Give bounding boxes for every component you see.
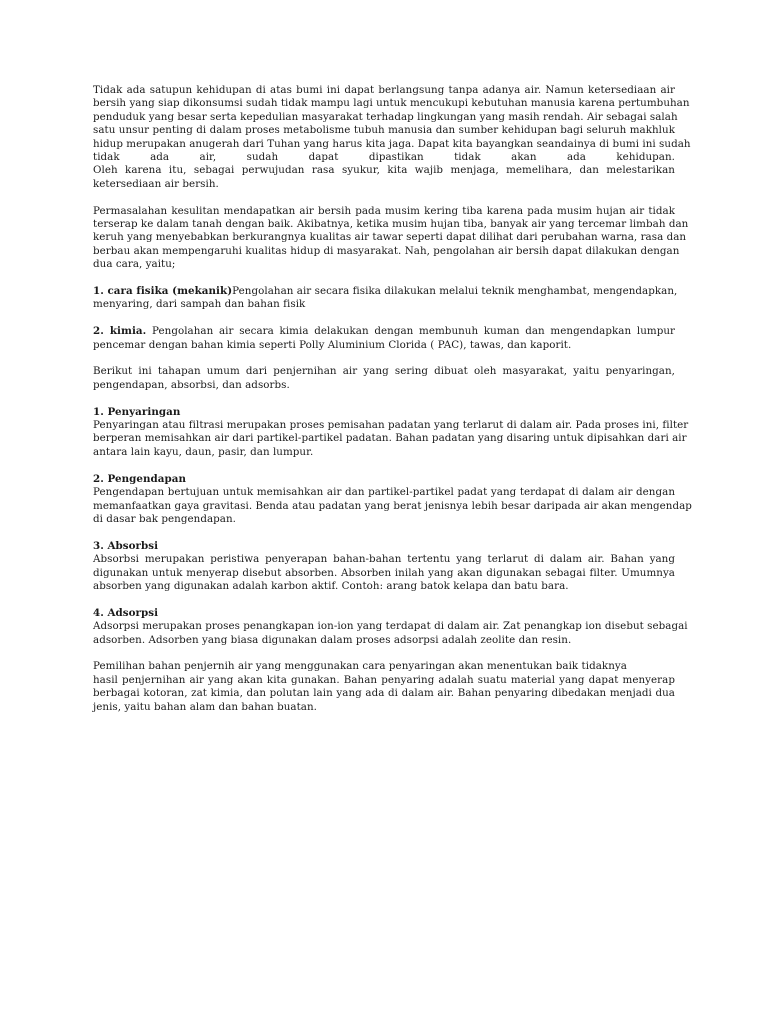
- section-title: 1. Penyaringan: [93, 405, 181, 418]
- section-title: 3. Absorbsi: [93, 539, 159, 552]
- text-line: [93, 325, 675, 338]
- text-line: Pemilihan bahan penjernih air yang menggunakan cara penyaringan akan menentukan baik tidaknya: [93, 660, 627, 673]
- text-line: hidup merupakan anugerah dari Tuhan yang harus kita jaga. Dapat kita bayangkan seandainya di bumi ini sudah: [93, 137, 691, 150]
- text-line: penduduk yang besar serta kepedulian masyarakat terhadap lingkungan yang masih rendah. Air sebagai salah: [93, 110, 678, 123]
- text-line: keruh yang menyebabkan berkurangnya kualitas air tawar seperti dapat dilihat dari perubahan warna, rasa dan: [93, 231, 687, 244]
- text-line: berbau akan mempengaruhi kualitas hidup di masyarakat. Nah, pengolahan air bersih dapat dilakukan dengan: [93, 244, 680, 257]
- text-line: Absorbsi merupakan peristiwa penyerapan bahan-bahan tertentu yang terlarut di dalam air. Bahan yang: [93, 553, 675, 566]
- section-absorbsi: [93, 540, 675, 594]
- method-chemical-label: 2. kimia.: [93, 325, 147, 338]
- paragraph-filter-material: [93, 660, 675, 714]
- method-chemical-text: Pengolahan air secara kimia delakukan dengan membunuh kuman dan mengendapkan lumpur: [146, 325, 675, 338]
- text-line: ketersediaan air bersih.: [93, 177, 219, 190]
- section-title: 4. Adsorpsi: [93, 606, 159, 619]
- section-adsorpsi: [93, 606, 688, 647]
- text-line: Pengendapan bertujuan untuk memisahkan air dan partikel-partikel padat yang terdapat di dalam air dengan: [93, 486, 675, 499]
- text-line: jenis, yaitu bahan alam dan bahan buatan.: [93, 700, 317, 713]
- method-physical-label: 1. cara fisika (mekanik): [93, 285, 233, 298]
- text-line: [93, 285, 678, 298]
- text-line: terserap ke dalam tanah dengan baik. Akibatnya, ketika musim hujan tiba, banyak air yang tercemar limbah dan: [93, 218, 689, 231]
- section-pengendapan: [93, 472, 692, 527]
- text-line: Adsorpsi merupakan proses penangkapan ion-ion yang terdapat di dalam air. Zat penangkap ion disebut sebagai: [93, 620, 688, 633]
- text-line: Berikut ini tahapan umum dari penjernihan air yang sering dibuat oleh masyarakat, yaitu penyaringan,: [93, 365, 675, 378]
- method-chemical: [93, 325, 675, 352]
- document-body: [93, 84, 692, 727]
- method-physical-text: Pengolahan air secara fisika dilakukan melalui teknik menghambat, mengendapkan,: [232, 285, 678, 298]
- text-line: memanfaatkan gaya gravitasi. Benda atau padatan yang berat jenisnya lebih besar daripada air akan mengendap: [93, 499, 692, 512]
- text-line: berperan memisahkan air dari partikel-partikel padatan. Bahan padatan yang disaring untuk dipisahkan dari air: [93, 432, 687, 445]
- text-line: satu unsur penting di dalam proses metabolisme tubuh manusia dan sumber kehidupan bagi seluruh makhluk: [93, 124, 675, 137]
- section-title: 2. Pengendapan: [93, 472, 187, 485]
- text-line: di dasar bak pengendapan.: [93, 512, 236, 525]
- text-line: absorben yang digunakan adalah karbon aktif. Contoh: arang batok kelapa dan batu bara.: [93, 579, 569, 592]
- paragraph-problem: [93, 204, 689, 272]
- text-line: antara lain kayu, daun, pasir, dan lumpur.: [93, 445, 314, 458]
- paragraph-stages: [93, 365, 675, 392]
- text-line: menyaring, dari sampah dan bahan fisik: [93, 298, 306, 311]
- text-line: Oleh karena itu, sebagai perwujudan rasa syukur, kita wajib menjaga, memelihara, dan melestarikan: [93, 164, 675, 177]
- paragraph-intro: [93, 84, 691, 191]
- text-line: dua cara, yaitu;: [93, 258, 176, 271]
- text-line: adsorben. Adsorben yang biasa digunakan dalam proses adsorpsi adalah zeolite dan resin.: [93, 633, 572, 646]
- text-line: pengendapan, absorbsi, dan adsorbs.: [93, 378, 290, 391]
- text-line: hasil penjernihan air yang akan kita gunakan. Bahan penyaring adalah suatu material yang dapat menyerap: [93, 673, 675, 686]
- text-line: digunakan untuk menyerap disebut absorben. Absorben inilah yang akan digunakan sebagai filter. Umumnya: [93, 566, 675, 579]
- text-line: bersih yang siap dikonsumsi sudah tidak mampu lagi untuk mencukupi kebutuhan manusia karena pertumbuhan: [93, 97, 690, 110]
- text-line: Permasalahan kesulitan mendapatkan air bersih pada musim kering tiba karena pada musim hujan air tidak: [93, 204, 675, 217]
- text-line: pencemar dengan bahan kimia seperti Polly Aluminium Clorida ( PAC), tawas, dan kaporit.: [93, 338, 572, 351]
- text-line: Penyaringan atau filtrasi merupakan proses pemisahan padatan yang terlarut di dalam air. Pada proses ini, filter: [93, 419, 689, 432]
- section-penyaringan: [93, 405, 689, 460]
- text-line: tidak ada air, sudah dapat dipastikan tidak akan ada kehidupan.: [93, 151, 675, 164]
- text-line: Tidak ada satupun kehidupan di atas bumi ini dapat berlangsung tanpa adanya air. Namun ketersediaan air: [93, 84, 675, 96]
- method-physical: [93, 285, 678, 312]
- text-line: berbagai kotoran, zat kimia, dan polutan lain yang ada di dalam air. Bahan penyaring dibedakan menjadi dua: [93, 687, 675, 700]
